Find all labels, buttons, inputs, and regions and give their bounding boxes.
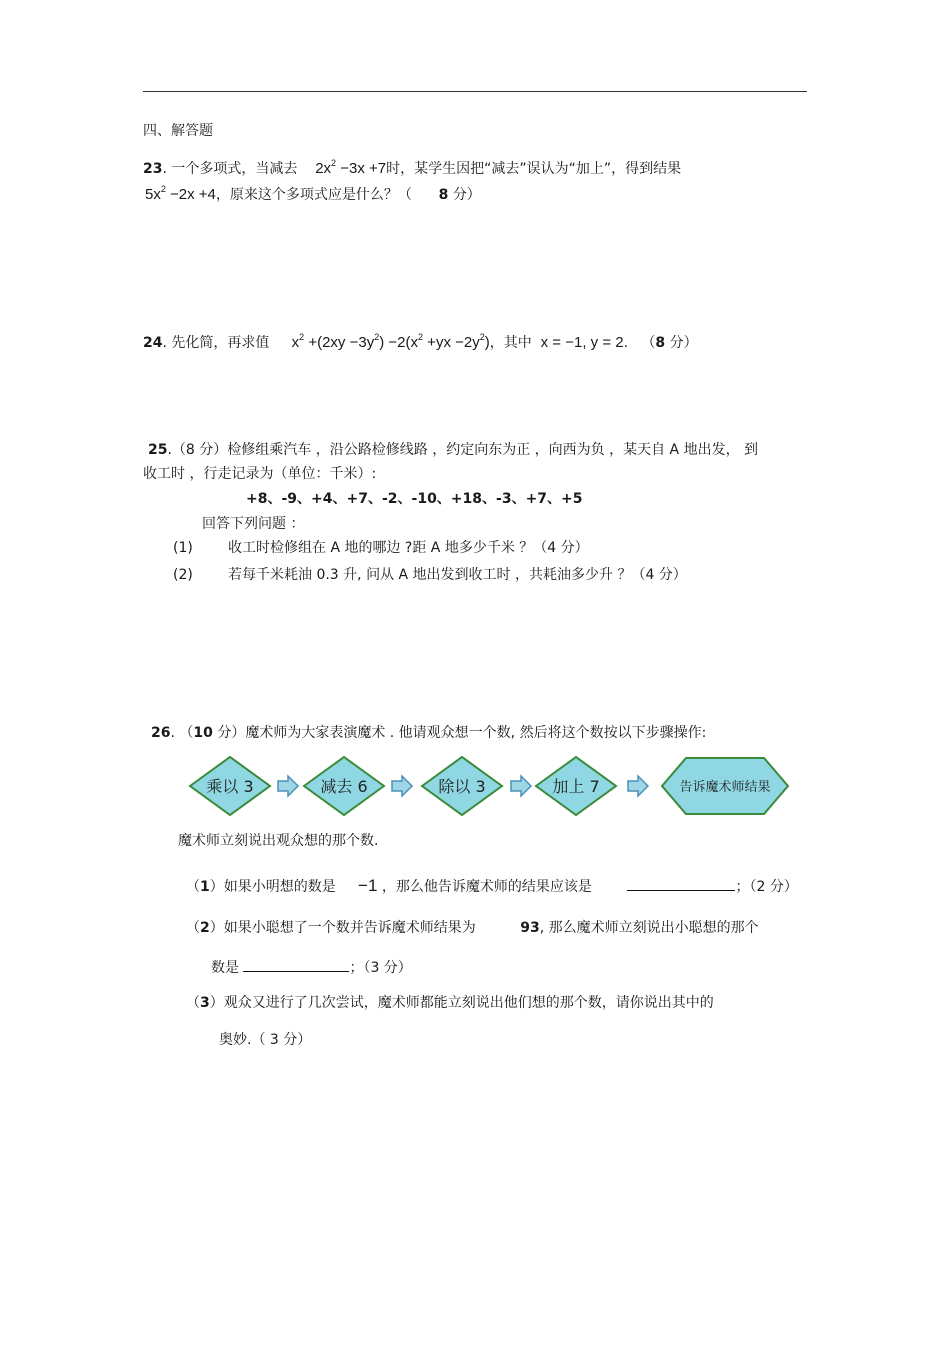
answer-blank-2[interactable] <box>243 957 349 972</box>
flow-arrow-4 <box>628 776 648 796</box>
q23-expr1: $2x^2 -3x +7$ <box>315 158 387 177</box>
q24-number: 24 <box>143 335 163 351</box>
flow-step-1-label: 乘以 3 <box>206 777 254 796</box>
flow-step-3 <box>422 757 502 815</box>
q25-item-2-text: 若每千米耗油 0.3 升, 问从 A 地出发到收工时 ，共耗油多少升 ？（4 分） <box>228 567 687 583</box>
flow-final-step-label: 告诉魔术师结果 <box>679 780 771 795</box>
q24-line: 24. 先化简，再求值 $x^2 +(2xy -3y^2) -2(x^2 +yx -2y^2)$，其中 x = −1, y = 2. （8 分） <box>143 332 698 351</box>
q23-expr2: $5x^2 -2x +4$ <box>145 184 216 203</box>
q25-item-1-text: 收工时检修组在 A 地的哪边 ?距 A 地多少千米 ？（4 分） <box>228 540 589 556</box>
q25-prompt: 回答下列问题 ： <box>202 516 305 532</box>
flow-arrow-2 <box>392 776 412 796</box>
flow-step-1 <box>190 757 270 815</box>
q23-line1: 23. 一个多项式，当减去 $2x^2 -3x +7$时，某学生因把“减去”误认为“加上”，得到结果 <box>143 158 682 177</box>
q24-expression: $x^2 +(2xy -3y^2) -2(x^2 +yx -2y^2)$ <box>291 332 490 351</box>
q25-item-2: (2) <box>173 567 193 583</box>
answer-blank-1[interactable] <box>627 876 735 891</box>
magic-flowchart <box>186 754 790 818</box>
q25-line1: 25.（8 分）检修组乘汽车 ，沿公路检修线路 ，约定向东为正 ，向西为负 ，某天自 A 地出发， 到 <box>148 442 759 458</box>
q25-record: +8、-9、+4、+7、-2、-10、+18、-3、+7、+5 <box>246 491 583 507</box>
flow-step-4 <box>536 757 616 815</box>
flow-step-3-label: 除以 3 <box>438 777 486 796</box>
q26-part2-line2: 数是 ；（3 分） <box>211 957 412 977</box>
section-title: 四、解答题 <box>143 123 213 139</box>
flow-final-step <box>662 758 788 814</box>
q26-number: 26 <box>151 725 171 741</box>
header-rule <box>143 91 807 92</box>
q24-condition: x = −1, y = 2 <box>540 334 624 351</box>
flow-step-2 <box>304 757 384 815</box>
q25-number: 25 <box>148 442 168 458</box>
q26-part3: （3）观众又进行了几次尝试，魔术师都能立刻说出他们想的那个数，请你说出其中的 <box>186 995 714 1011</box>
flow-step-4-label: 加上 7 <box>552 777 600 796</box>
q26-part1: （1）如果小明想的数是 −1 ，那么他告诉魔术师的结果应该是 ；（2 分） <box>186 876 798 895</box>
flow-arrow-1 <box>278 776 298 796</box>
q26-part3-line2: 奥妙.（ 3 分） <box>219 1032 312 1048</box>
q26-after-text: 魔术师立刻说出观众想的那个数. <box>178 833 379 849</box>
flow-arrow-3 <box>511 776 531 796</box>
q23-line2: $5x^2 -2x +4$，原来这个多项式应是什么？（ 8 分） <box>145 184 481 203</box>
q26-part2: （2）如果小聪想了一个数并告诉魔术师结果为 93, 那么魔术师立刻说出小聪想的那个 <box>186 920 759 936</box>
q25-item-1: (1) <box>173 540 193 556</box>
q23-number: 23 <box>143 161 163 177</box>
q26-line1: 26. （10 分）魔术师为大家表演魔术 . 他请观众想一个数, 然后将这个数按以下步骤操作: <box>151 725 707 741</box>
flow-step-2-label: 减去 6 <box>320 777 368 796</box>
q25-line2: 收工时 ，行走记录为（单位：千米）: <box>143 466 377 482</box>
